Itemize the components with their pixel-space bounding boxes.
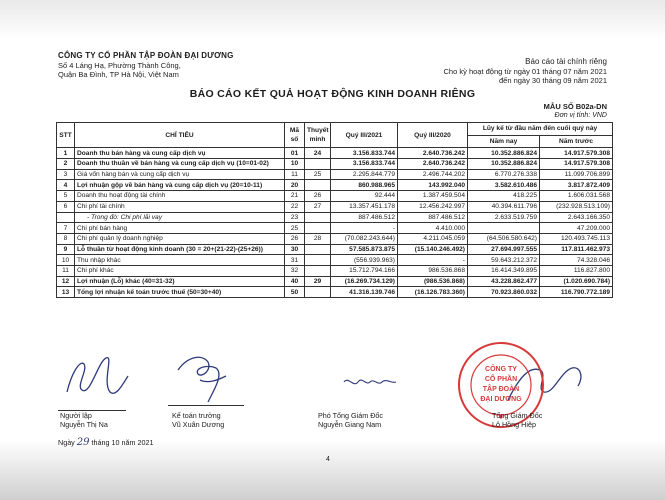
cell-note [305,223,331,234]
cell-code: 40 [285,276,305,287]
cell-item: Doanh thu hoạt động tài chính [75,191,285,202]
cell-stt: 3 [57,169,75,180]
cell-ytd-prior: 14.917.579.308 [540,159,613,170]
cell-code: 20 [285,180,305,191]
cell-ytd-current: 59.643.212.372 [468,255,540,266]
cell-q3-2020: 4.211.045.059 [398,233,468,244]
cell-stt: 5 [57,191,75,202]
cell-ytd-prior: 116.790.772.189 [540,287,613,298]
cell-code: 50 [285,287,305,298]
cell-item: Lỗ thuần từ hoạt động kinh doanh (30 = 20+(21-22)-(25+26)) [75,244,285,255]
seal-line4: ĐẠI DƯƠNG [480,396,522,403]
cell-stt: 8 [57,233,75,244]
cell-code: 21 [285,191,305,202]
table-row [57,169,613,180]
period-line2: đến ngày 30 tháng 09 năm 2021 [498,76,607,85]
cell-q3-2021: 3.156.833.744 [331,159,398,170]
cell-item: Chi phí quản lý doanh nghiệp [75,233,285,244]
cell-ytd-current: (64.506.580.642) [468,233,540,244]
cell-q3-2021: 860.988.965 [331,180,398,191]
accountant-signature [168,350,238,408]
cell-ytd-prior: 11.099.706.899 [540,169,613,180]
preparer-name: Nguyễn Thị Na [60,420,108,429]
cell-ytd-current: 70.923.860.032 [468,287,540,298]
cell-q3-2021: (16.269.734.129) [331,276,398,287]
signing-date [58,437,153,448]
cell-stt: 9 [57,244,75,255]
table-row [57,159,613,170]
header-q3-2020: Quý III/2020 [398,123,468,148]
cell-note [305,180,331,191]
cell-q3-2020: (15.140.246.492) [398,244,468,255]
cell-q3-2020: 143.992.040 [398,180,468,191]
header-ytd-current: Năm nay [468,135,540,148]
table-row [57,287,613,298]
seal-line1: CÔNG TY [485,366,517,373]
cell-ytd-current: 27.694.997.555 [468,244,540,255]
cell-note [305,287,331,298]
cell-q3-2020: 1.387.459.504 [398,191,468,202]
header-note: Thuyết minh [305,123,331,148]
cell-note [305,159,331,170]
cell-item: Tổng lợi nhuận kế toán trước thuế (50=30+40) [75,287,285,298]
preparer-signature [62,352,132,407]
cell-item: Chi phí khác [75,265,285,276]
company-name: CÔNG TY CỔ PHẦN TẬP ĐOÀN ĐẠI DƯƠNG [58,51,234,60]
cell-note: 29 [305,276,331,287]
header-code: Mã số [285,123,305,148]
cell-ytd-prior: 117.811.462.973 [540,244,613,255]
cell-stt: 12 [57,276,75,287]
cell-note [305,265,331,276]
cell-item: Giá vốn hàng bán và cung cấp dịch vụ [75,169,285,180]
company-address-line1: Số 4 Láng Hạ, Phường Thành Công, [58,61,181,70]
accountant-name: Vũ Xuân Dương [172,420,225,429]
cell-item: Lợi nhuận (Lỗ) khác (40=31-32) [75,276,285,287]
header-ytd-group: Lũy kế từ đầu năm đến cuối quý này [468,123,613,136]
director-title: Tổng Giám Đốc [492,411,543,420]
cell-stt: 4 [57,180,75,191]
date-prefix: Ngày [58,438,75,447]
header-stt: STT [57,123,75,148]
cell-ytd-current: 3.582.610.486 [468,180,540,191]
table-row [57,212,613,223]
cell-item: Chi phí tài chính [75,201,285,212]
cell-ytd-current: 6.770.276.338 [468,169,540,180]
cell-ytd-current: 40.394.611.796 [468,201,540,212]
table-row [57,276,613,287]
cell-stt: 6 [57,201,75,212]
header-item: CHỈ TIÊU [75,123,285,148]
cell-ytd-current: 418.225 [468,191,540,202]
cell-code: 32 [285,265,305,276]
cell-stt: 7 [57,223,75,234]
table-row [57,244,613,255]
cell-stt: 2 [57,159,75,170]
cell-ytd-current [468,223,540,234]
cell-q3-2021: 2.295.844.779 [331,169,398,180]
cell-q3-2020: 2.640.736.242 [398,148,468,159]
cell-q3-2020: 887.486.512 [398,212,468,223]
seal-line3: TẬP ĐOÀN [482,386,520,393]
cell-q3-2021: 15.712.794.166 [331,265,398,276]
table-row [57,265,613,276]
cell-ytd-current: 10.352.886.824 [468,148,540,159]
cell-stt: 1 [57,148,75,159]
accountant-signature-line [168,405,244,406]
table-row [57,255,613,266]
deputy-name: Nguyễn Giang Nam [318,420,382,429]
deputy-signature [340,368,400,398]
director-name: Lô Hồng Hiệp [492,420,536,429]
table-row [57,223,613,234]
cell-ytd-prior: 1.606.031.568 [540,191,613,202]
cell-q3-2020: 12.456.242.997 [398,201,468,212]
cell-item: Lợi nhuận gộp về bán hàng và cung cấp dịch vụ (20=10-11) [75,180,285,191]
cell-item: Thu nhập khác [75,255,285,266]
cell-ytd-prior: 116.827.800 [540,265,613,276]
seal-inner-ring [471,355,531,415]
cell-code: 26 [285,233,305,244]
seal-line2: CỔ PHẦN [484,376,518,383]
cell-ytd-prior: 47.209.000 [540,223,613,234]
cell-item: Chi phí bán hàng [75,223,285,234]
cell-stt: 11 [57,265,75,276]
cell-q3-2020: - [398,255,468,266]
report-title: BÁO CÁO KẾT QUẢ HOẠT ĐỘNG KINH DOANH RIÊNG [189,88,476,100]
currency-unit: Đơn vị tính: VND [554,112,607,119]
form-code: MẪU SỐ B02a-DN [543,102,607,111]
deputy-title: Phó Tổng Giám Đốc [318,411,383,420]
cell-code: 22 [285,201,305,212]
table-row [57,191,613,202]
cell-stt [57,212,75,223]
cell-q3-2021: - [331,223,398,234]
cell-code: 10 [285,159,305,170]
cell-code: 30 [285,244,305,255]
cell-q3-2020: 2.496.744.202 [398,169,468,180]
cell-q3-2020: (986.536.868) [398,276,468,287]
cell-note [305,244,331,255]
cell-ytd-current: 43.228.862.477 [468,276,540,287]
cell-code: 01 [285,148,305,159]
table-row [57,180,613,191]
preparer-title: Người lập [60,411,92,420]
cell-note: 26 [305,191,331,202]
cell-item: - Trong đó: Chi phí lãi vay [75,212,285,223]
scan-shadow-bottom [0,440,665,500]
accountant-title: Kế toán trưởng [172,411,221,420]
header-ytd-prior: Năm trước [540,135,613,148]
cell-ytd-prior: 120.493.745.113 [540,233,613,244]
cell-ytd-prior: 74.328.046 [540,255,613,266]
cell-ytd-prior: 2.643.166.350 [540,212,613,223]
cell-q3-2020: 4.410.000 [398,223,468,234]
cell-q3-2020: 986.536.868 [398,265,468,276]
income-statement-table [56,122,613,298]
header-q3-2021: Quý III/2021 [331,123,398,148]
cell-q3-2021: 13.357.451.178 [331,201,398,212]
cell-stt: 13 [57,287,75,298]
cell-ytd-prior: 3.817.872.409 [540,180,613,191]
cell-q3-2021: 92.444 [331,191,398,202]
cell-ytd-prior: 14.917.579.308 [540,148,613,159]
cell-code: 25 [285,223,305,234]
page-number: 4 [326,456,330,463]
cell-q3-2021: 887.486.512 [331,212,398,223]
cell-q3-2021: 3.156.833.744 [331,148,398,159]
cell-note: 28 [305,233,331,244]
cell-note: 24 [305,148,331,159]
cell-note [305,212,331,223]
table-row [57,201,613,212]
cell-code: 23 [285,212,305,223]
cell-ytd-current: 10.352.886.824 [468,159,540,170]
cell-note [305,255,331,266]
cell-ytd-current: 16.414.349.895 [468,265,540,276]
cell-q3-2020: 2.640.736.242 [398,159,468,170]
cell-q3-2021: 57.585.873.875 [331,244,398,255]
table-row [57,233,613,244]
cell-note: 27 [305,201,331,212]
cell-q3-2021: (556.939.963) [331,255,398,266]
cell-ytd-prior: (232.928.513.109) [540,201,613,212]
cell-item: Doanh thu thuần về bán hàng và cung cấp dịch vụ (10=01-02) [75,159,285,170]
cell-ytd-prior: (1.020.690.784) [540,276,613,287]
company-address-line2: Quận Ba Đình, TP Hà Nội, Việt Nam [58,70,179,79]
cell-stt: 10 [57,255,75,266]
scan-shadow-top [0,0,665,40]
date-day: 29 [76,437,90,448]
period-line1: Cho kỳ hoạt động từ ngày 01 tháng 07 năm 2021 [443,67,607,76]
cell-q3-2021: 41.316.139.746 [331,287,398,298]
cell-note: 25 [305,169,331,180]
cell-ytd-current: 2.633.519.759 [468,212,540,223]
cell-q3-2021: (70.082.243.644) [331,233,398,244]
table-row [57,148,613,159]
cell-item: Doanh thu bán hàng và cung cấp dịch vụ [75,148,285,159]
cell-code: 31 [285,255,305,266]
date-suffix: tháng 10 năm 2021 [91,438,154,447]
cell-q3-2020: (16.126.783.360) [398,287,468,298]
cell-code: 11 [285,169,305,180]
report-label: Báo cáo tài chính riêng [525,57,607,66]
